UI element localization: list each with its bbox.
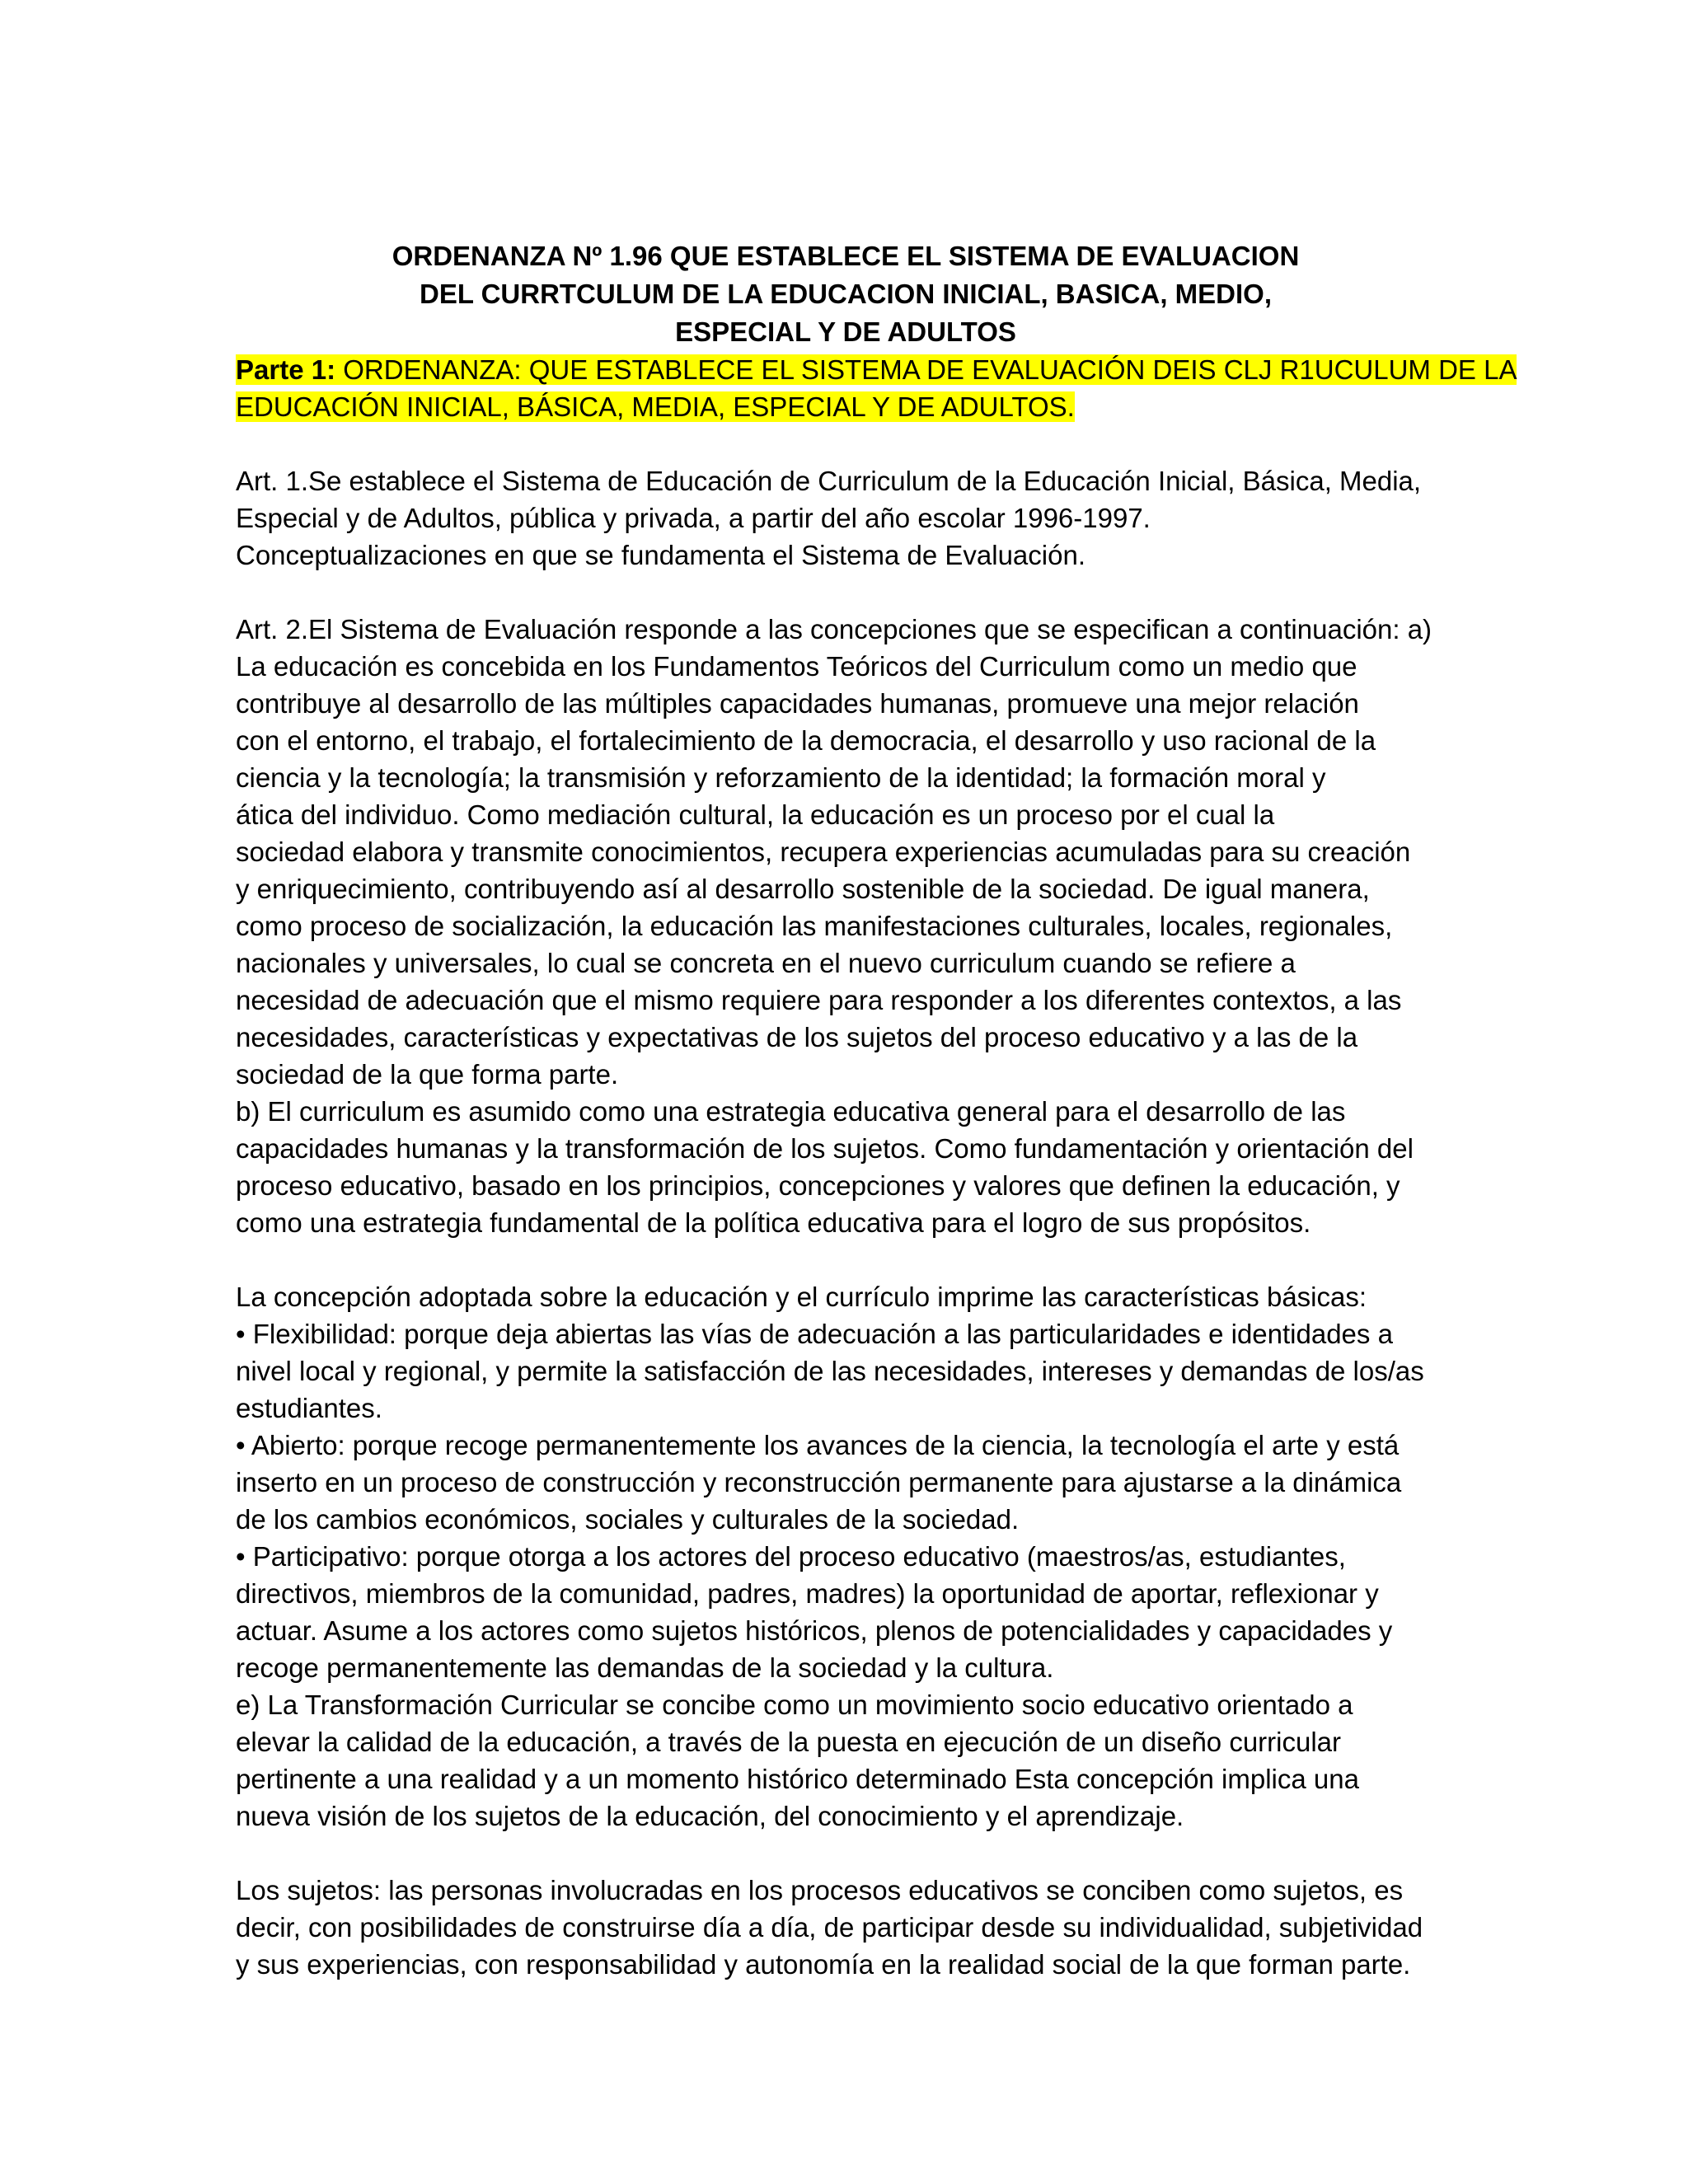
characteristics-line: elevar la calidad de la educación, a través de la puesta en ejecución de un diseño curricular — [236, 1727, 1342, 1757]
characteristics-line: • Participativo: porque otorga a los actores del proceso educativo (maestros/as, estudiantes, — [236, 1541, 1346, 1572]
article-2-line: ciencia y la tecnología; la transmisión y reforzamiento de la identidad; la formación moral y — [236, 762, 1326, 793]
characteristics-line: • Abierto: porque recoge permanentemente los avances de la ciencia, la tecnología el arte y está — [236, 1430, 1400, 1460]
characteristics-line: pertinente a una realidad y a un momento histórico determinado Esta concepción implica una — [236, 1764, 1359, 1794]
subjects-line: y sus experiencias, con responsabilidad y autonomía en la realidad social de la que forman parte. — [236, 1949, 1411, 1980]
document-title — [236, 237, 1456, 351]
characteristics-line: inserto en un proceso de construcción y reconstrucción permanente para ajustarse a la dinámica — [236, 1467, 1402, 1497]
characteristics-line: directivos, miembros de la comunidad, padres, madres) la oportunidad de aportar, reflexionar y — [236, 1578, 1379, 1609]
paragraph-gap — [236, 1241, 1456, 1278]
article-2-line: capacidades humanas y la transformación de los sujetos. Como fundamentación y orientación del — [236, 1133, 1414, 1164]
title-line-1: ORDENANZA Nº 1.96 QUE ESTABLECE EL SISTEMA DE EVALUACION — [392, 241, 1300, 271]
paragraph-gap — [236, 425, 1456, 462]
subjects-section — [236, 1872, 1456, 1983]
article-1 — [236, 462, 1456, 574]
characteristics-line: La concepción adoptada sobre la educación y el currículo imprime las características básicas: — [236, 1282, 1367, 1312]
article-2-line: nacionales y universales, lo cual se concreta en el nuevo curriculum cuando se refiere a — [236, 948, 1296, 978]
characteristics-line: e) La Transformación Curricular se concibe como un movimiento socio educativo orientado a — [236, 1690, 1353, 1720]
article-2-line: sociedad de la que forma parte. — [236, 1059, 619, 1090]
article-1-line: Especial y de Adultos, pública y privada, a partir del año escolar 1996-1997. — [236, 503, 1151, 533]
article-2-line: Art. 2.El Sistema de Evaluación responde a las concepciones que se especifican a continuación: a) — [236, 614, 1432, 644]
title-line-3: ESPECIAL Y DE ADULTOS — [675, 316, 1016, 347]
part-1-label: Parte 1: — [236, 354, 336, 385]
article-2-line: necesidad de adecuación que el mismo requiere para responder a los diferentes contextos, a las — [236, 985, 1402, 1015]
article-2-line: con el entorno, el trabajo, el fortalecimiento de la democracia, el desarrollo y uso racional de la — [236, 725, 1376, 756]
part-1-text-line-2: EDUCACIÓN INICIAL, BÁSICA, MEDIA, ESPECIAL Y DE ADULTOS. — [236, 391, 1075, 422]
article-2-line: contribuye al desarrollo de las múltiples capacidades humanas, promueve una mejor relación — [236, 688, 1359, 719]
characteristics-line: nivel local y regional, y permite la satisfacción de las necesidades, intereses y demandas de los/as — [236, 1356, 1424, 1386]
characteristics-line: estudiantes. — [236, 1393, 382, 1423]
article-2-line: necesidades, características y expectativas de los sujetos del proceso educativo y a las de la — [236, 1022, 1358, 1052]
characteristics-line: de los cambios económicos, sociales y culturales de la sociedad. — [236, 1504, 1020, 1535]
article-1-line: Conceptualizaciones en que se fundamenta el Sistema de Evaluación. — [236, 540, 1085, 570]
article-2-line: ática del individuo. Como mediación cultural, la educación es un proceso por el cual la — [236, 799, 1275, 830]
part-1-text-line-1: ORDENANZA: QUE ESTABLECE EL SISTEMA DE EVALUACIÓN DEIS CLJ R1UCULUM DE LA — [335, 354, 1517, 385]
subjects-line: decir, con posibilidades de construirse día a día, de participar desde su individualidad, subjetividad — [236, 1912, 1423, 1943]
article-2-line: sociedad elabora y transmite conocimientos, recupera experiencias acumuladas para su creación — [236, 837, 1411, 867]
characteristics-section — [236, 1278, 1456, 1835]
characteristics-line: • Flexibilidad: porque deja abiertas las vías de adecuación a las particularidades e identidades a — [236, 1319, 1393, 1349]
characteristics-line: actuar. Asume a los actores como sujetos históricos, plenos de potencialidades y capacidades y — [236, 1615, 1393, 1646]
part-1-heading — [236, 351, 1517, 425]
article-2-line: como una estrategia fundamental de la política educativa para el logro de sus propósitos. — [236, 1207, 1311, 1238]
paragraph-gap — [236, 1835, 1456, 1872]
article-2-line: como proceso de socialización, la educación las manifestaciones culturales, locales, regionales, — [236, 911, 1393, 941]
subjects-line: Los sujetos: las personas involucradas en los procesos educativos se conciben como sujetos, es — [236, 1875, 1404, 1905]
article-2 — [236, 611, 1456, 1241]
article-2-line: y enriquecimiento, contribuyendo así al desarrollo sostenible de la sociedad. De igual manera, — [236, 874, 1370, 904]
paragraph-gap — [236, 574, 1456, 611]
article-2-line: La educación es concebida en los Fundamentos Teóricos del Curriculum como un medio que — [236, 651, 1357, 682]
document-body — [236, 237, 1517, 1983]
article-2-line: proceso educativo, basado en los principios, concepciones y valores que definen la educación, y — [236, 1170, 1400, 1201]
characteristics-line: nueva visión de los sujetos de la educación, del conocimiento y el aprendizaje. — [236, 1801, 1184, 1831]
characteristics-line: recoge permanentemente las demandas de la sociedad y la cultura. — [236, 1652, 1054, 1683]
article-2-line: b) El curriculum es asumido como una estrategia educativa general para el desarrollo de las — [236, 1096, 1346, 1127]
title-line-2: DEL CURRTCULUM DE LA EDUCACION INICIAL, BASICA, MEDIO, — [420, 279, 1272, 309]
article-1-line: Art. 1.Se establece el Sistema de Educación de Curriculum de la Educación Inicial, Básica, Media, — [236, 466, 1422, 496]
